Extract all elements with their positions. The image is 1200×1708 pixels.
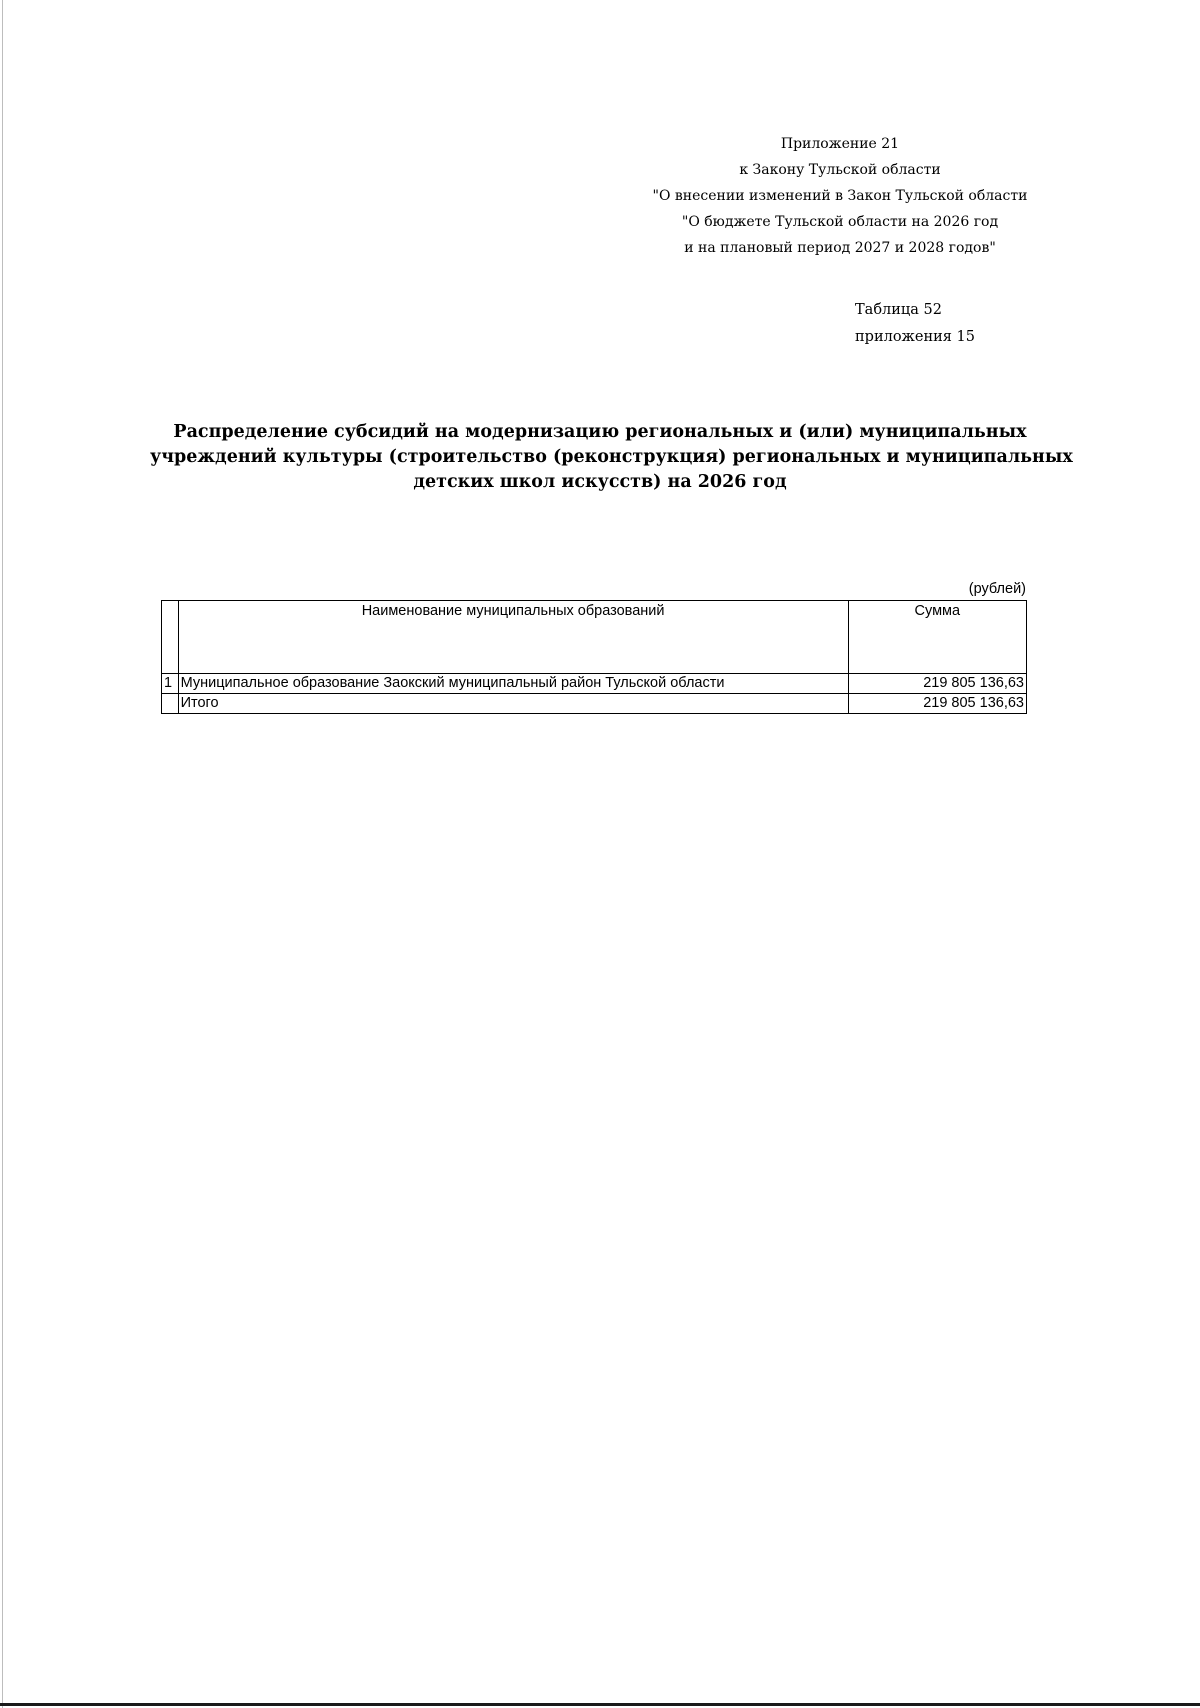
appendix-header [640, 131, 1040, 261]
scan-edge-bottom [0, 1703, 1200, 1706]
total-sum: 219 805 136,63 [848, 694, 1026, 714]
title-line-1: Распределение субсидий на модернизацию региональных и (или) муниципальных [173, 422, 1027, 442]
title-line-2: учреждений культуры (строительство (реконструкция) региональных и муниципальных [150, 447, 1073, 467]
total-row [162, 694, 1027, 714]
row-sum: 219 805 136,63 [848, 674, 1026, 694]
document-title [150, 420, 1073, 495]
table-row [162, 674, 1027, 694]
row-number: 1 [162, 674, 179, 694]
title-line-3: детских школ искусств) на 2026 год [413, 472, 787, 492]
total-num-cell [162, 694, 179, 714]
table-number: Таблица 52 [855, 302, 942, 318]
header-num-cell [162, 601, 179, 674]
appendix-law-ref: к Закону Тульской области [739, 162, 941, 178]
units-label: (рублей) [968, 581, 1026, 597]
table-appendix: приложения 15 [855, 329, 976, 345]
scan-edge-left [2, 0, 3, 1708]
table-header-row [162, 601, 1027, 674]
appendix-law-title-2: "О бюджете Тульской области на 2026 год [681, 214, 999, 230]
distribution-table [161, 600, 1027, 714]
table-reference [855, 297, 975, 351]
total-label: Итого [178, 694, 848, 714]
header-name: Наименование муниципальных образований [178, 601, 848, 674]
row-municipality-name: Муниципальное образование Заокский муниципальный район Тульской области [178, 674, 848, 694]
header-sum: Сумма [848, 601, 1026, 674]
appendix-law-title-3: и на плановый период 2027 и 2028 годов" [684, 240, 996, 256]
appendix-number: Приложение 21 [780, 136, 900, 152]
appendix-law-title-1: "О внесении изменений в Закон Тульской области [652, 188, 1028, 204]
